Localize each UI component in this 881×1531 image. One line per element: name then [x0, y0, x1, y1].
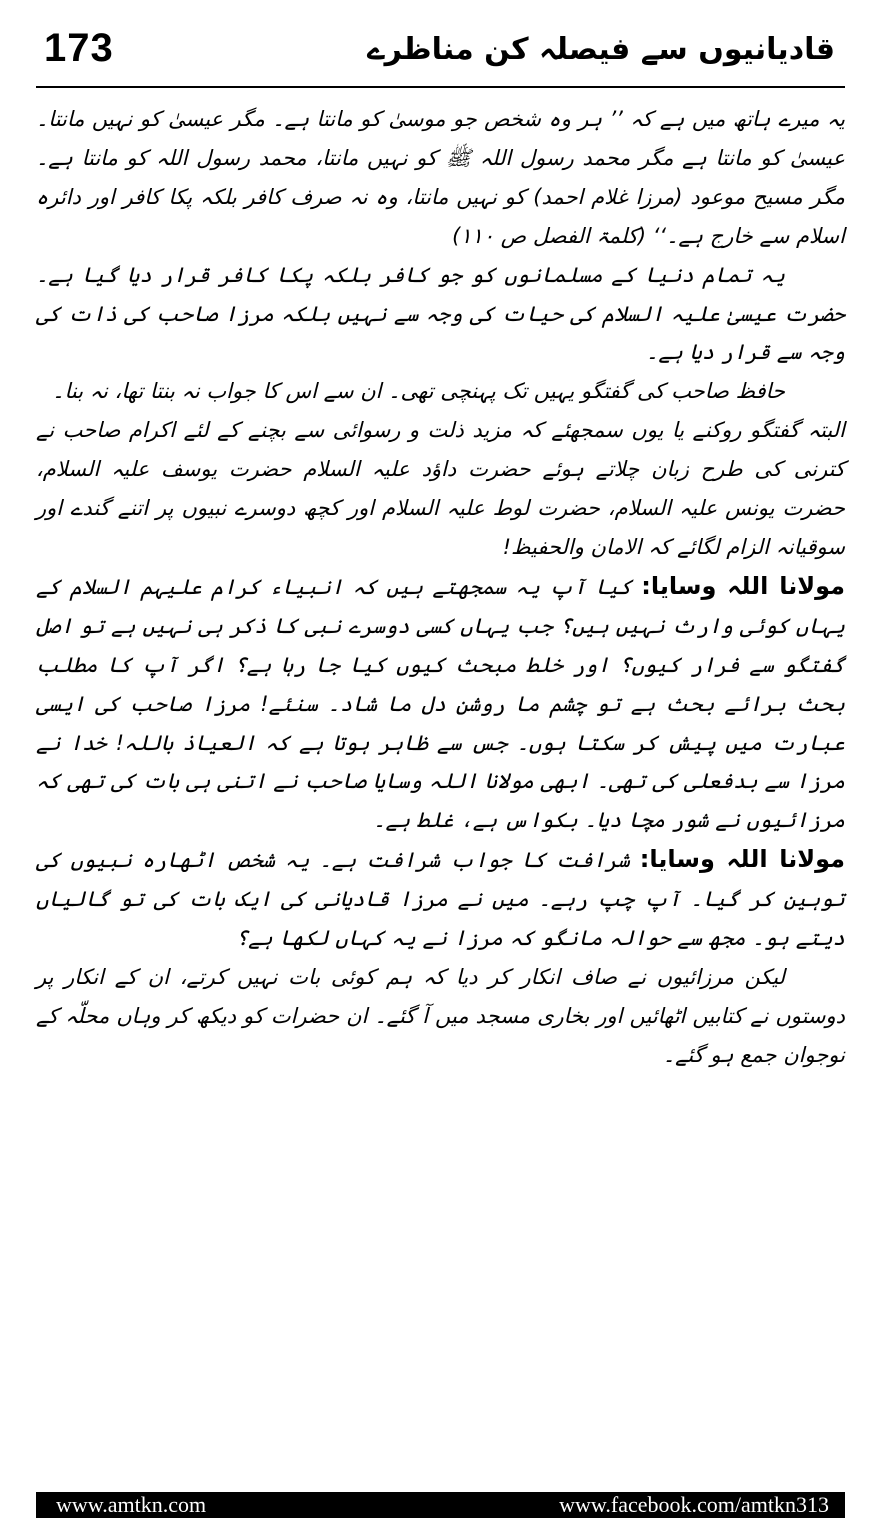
header-divider	[36, 86, 845, 88]
footer-website-link[interactable]: www.amtkn.com	[56, 1492, 207, 1517]
paragraph-quote: یہ میرے ہاتھ میں ہے کہ ’’ ہر وہ شخص جو موسیٰ کو مانتا ہے۔ مگر عیسیٰ کو نہیں مانتا۔ عیسیٰ کو مانتا ہے مگر محمد رسول اللہ ﷺ کو نہیں مانتا، محمد رسول اللہ کو مانتا ہے۔ مگر مسیح موعود (مرزا غلام احمد) کو نہیں مانتا، وہ نہ صرف کافر بلکہ پکا کافر اور دائرہ اسلام سے خارج ہے۔‘‘ (کلمۃ الفصل ص ۱۱۰)	[36, 107, 845, 248]
paragraph-commentary: یہ تمام دنیا کے مسلمانوں کو جو کافر بلکہ پکا کافر قرار دیا گیا ہے۔ حضرت عیسیٰ علیہ السلام کی حیات کی وجہ سے نہیں بلکہ مرزا صاحب کی ذات کی وجہ سے قرار دیا ہے۔	[36, 262, 845, 365]
speech-text: کیا آپ یہ سمجھتے ہیں کہ انبیاء کرام علیہم السلام کے یہاں کوئی وارث نہیں ہیں؟ جب یہاں کسی دوسرے نبی کا ذکر ہی نہیں ہے تو اصل گفتگو سے فرار کیوں؟ اور خلط مبحث کیوں کیا جا رہا ہے؟ اگر آپ کا مطلب بحث برائے بحث ہے تو چشم ما روشن دل ما شاد۔ سنئے! مرزا صاحب کی ایسی عبارت میں پیش کر سکتا ہوں۔ جس سے ظاہر ہوتا ہے کہ العیاذ باللہ! خدا نے مرزا سے بدفعلی کی تھی۔ ابھی مولانا اللہ وسایا صاحب نے اتنی ہی بات کی تھی کہ مرزائیوں نے شور مچا دیا۔ بکواس ہے، غلط ہے۔	[36, 574, 845, 833]
page-body	[36, 100, 845, 1075]
speaker-label: مولانا اللہ وسایا:	[641, 571, 845, 600]
page-number: 173	[44, 26, 114, 70]
paragraph-maulana-reply-1	[36, 567, 845, 840]
footer-facebook-link[interactable]: www.facebook.com/amtkn313	[559, 1492, 829, 1517]
paragraph-hafiz: حافظ صاحب کی گفتگو یہیں تک پہنچی تھی۔ ان سے اس کا جواب نہ بنتا تھا، نہ بنا۔	[52, 379, 785, 404]
speaker-label: مولانا اللہ وسایا:	[639, 845, 845, 874]
speech-text: شرافت کا جواب شرافت ہے۔ یہ شخص اٹھارہ نبیوں کی توہین کر گیا۔ آپ چپ رہے۔ میں نے مرزا قادیانی کی ایک بات کی تو گالیاں دیتے ہو۔ مجھ سے حوالہ مانگو کہ مرزا نے یہ کہاں لکھا ہے؟	[36, 848, 845, 951]
paragraph-ikram: البتہ گفتگو روکنے یا یوں سمجھئے کہ مزید ذلت و رسوائی سے بچنے کے لئے اکرام صاحب نے کترنی کی طرح زبان چلاتے ہوئے حضرت داؤد علیہ السلام حضرت یوسف علیہ السلام، حضرت یونس علیہ السلام، حضرت لوط علیہ السلام اور کچھ دوسرے نبیوں پر اتنے گندے اور سوقیانہ الزام لگائے کہ الامان والحفیظ!	[36, 418, 845, 559]
paragraph-closing: لیکن مرزائیوں نے صاف انکار کر دیا کہ ہم کوئی بات نہیں کرتے، ان کے انکار پر دوستوں نے کتابیں اٹھائیں اور بخاری مسجد میں آ گئے۔ ان حضرات کو دیکھ کر وہاں محلّہ کے نوجوان جمع ہو گئے۔	[36, 964, 845, 1067]
footer-bar	[36, 1492, 845, 1518]
paragraph-maulana-reply-2	[36, 840, 845, 958]
running-title: قادیانیوں سے فیصلہ کن مناظرے	[367, 32, 835, 67]
